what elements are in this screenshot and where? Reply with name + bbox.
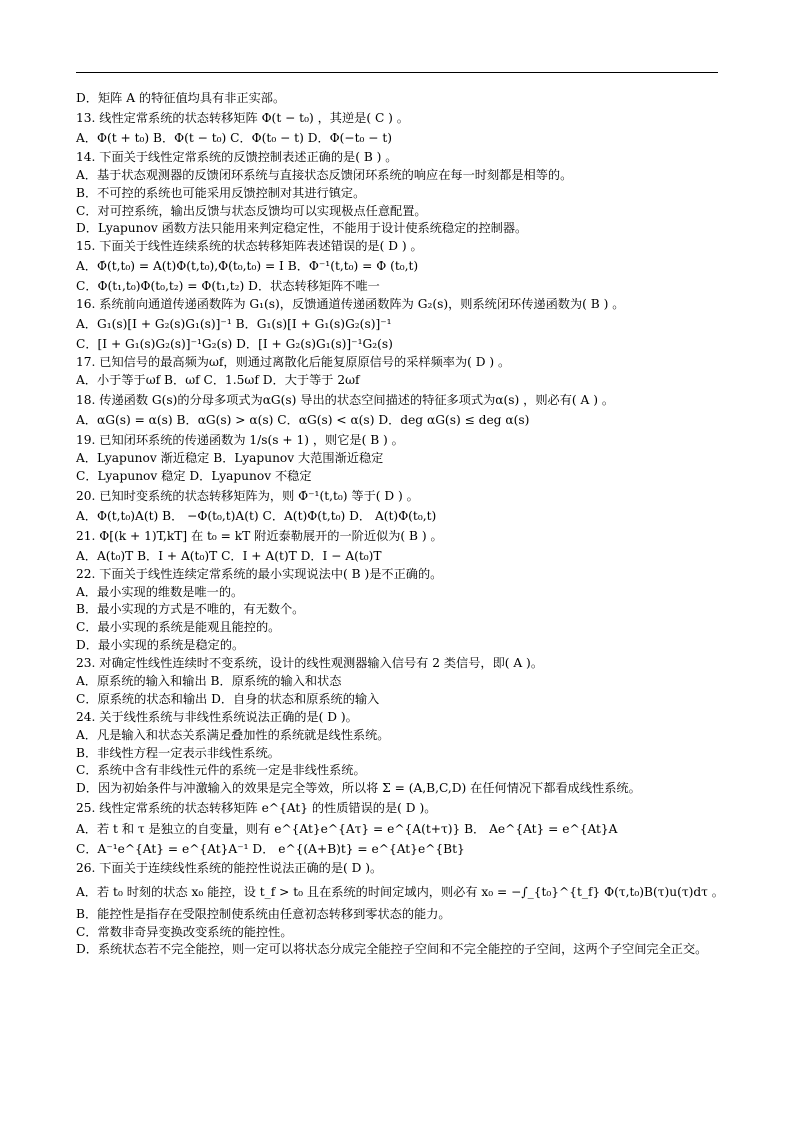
text-line: D．矩阵 A 的特征值均具有非正实部。 xyxy=(76,91,286,105)
question-22-option-a: A．最小实现的维数是唯一的。 xyxy=(76,584,244,599)
question-26-option-a: A．若 t₀ 时刻的状态 x₀ 能控，设 t_f > t₀ 且在系统的时间定域内，则必有 x₀ = −∫_{t₀}^{t_f} Φ(τ,t₀)B(τ)u(τ)dτ 。 xyxy=(76,884,724,899)
question-14: 14. 下面关于线性定常系统的反馈控制表述正确的是( B ) 。 xyxy=(76,149,398,164)
question-20-options: A．Φ(t,t₀)A(t) B． −Φ(t₀,t)A(t) C．A(t)Φ(t,t₀) D． A(t)Φ(t₀,t) xyxy=(76,508,437,523)
question-18: 18. 传递函数 G(s)的分母多项式为αG(s) 导出的状态空间描述的特征多项式为α(s) ，则必有( A ) 。 xyxy=(76,392,615,407)
question-24-option-d: D．因为初始条件与冲激输入的效果是完全等效，所以将 Σ = (A,B,C,D) 在任何情况下都看成线性系统。 xyxy=(76,781,641,796)
question-21-options: A．A(t₀)T B．I + A(t₀)T C．I + A(t)T D．I − A(t₀)T xyxy=(76,548,382,563)
question-25-options-ab: A．若 t 和 τ 是独立的自变量，则有 e^{At}e^{Aτ} = e^{A(t+τ)} B． Ae^{At} = e^{At}A xyxy=(76,821,618,836)
question-24-option-c: C．系统中含有非线性元件的系统一定是非线性系统。 xyxy=(76,763,366,778)
question-15: 15. 下面关于线性连续系统的状态转移矩阵表述错误的是( D ) 。 xyxy=(76,239,423,254)
exam-content xyxy=(76,90,724,959)
question-14-option-a: A．基于状态观测器的反馈闭环系统与直接状态反馈闭环系统的响应在每一时刻都是相等的。 xyxy=(76,167,573,182)
question-24-option-a: A．凡是输入和状态关系满足叠加性的系统就是线性系统。 xyxy=(76,727,390,742)
question-25: 25. 线性定常系统的状态转移矩阵 e^{At} 的性质错误的是( D )。 xyxy=(76,801,437,816)
question-26: 26. 下面关于连续线性系统的能控性说法正确的是( D )。 xyxy=(76,860,383,875)
question-17-options: A．小于等于ωf B．ωf C．1.5ωf D．大于等于 2ωf xyxy=(76,373,360,388)
question-15-options-ab: A．Φ̇(t,t₀) = A(t)Φ(t,t₀),Φ(t₀,t₀) = I B．Φ⁻¹(t,t₀) = Φ (t₀,t) xyxy=(76,259,419,274)
question-19-options-cd: C．Lyapunov 稳定 D．Lyapunov 不稳定 xyxy=(76,468,312,483)
question-16-options-cd: C．[I + G₁(s)G₂(s)]⁻¹G₂(s) D．[I + G₂(s)G₁(s)]⁻¹G₂(s) xyxy=(76,337,393,352)
question-24-option-b: B．非线性方程一定表示非线性系统。 xyxy=(76,745,280,760)
question-22: 22. 下面关于线性连续定常系统的最小实现说法中( B )是不正确的。 xyxy=(76,566,443,581)
question-23: 23. 对确定性线性连续时不变系统，设计的线性观测器输入信号有 2 类信号，即( A )。 xyxy=(76,656,544,671)
question-25-options-cd: C．A⁻¹e^{At} = e^{At}A⁻¹ D． e^{(A+B)t} = e^{At}e^{Bt} xyxy=(76,842,465,857)
question-20: 20. 已知时变系统的状态转移矩阵为，则 Φ̇⁻¹(t,t₀) 等于( D ) 。 xyxy=(76,488,419,503)
header-rule xyxy=(76,72,718,73)
question-21: 21. Φ[(k + 1)T,kT] 在 t₀ = kT 附近泰勒展开的一阶近似为( B ) 。 xyxy=(76,528,443,543)
question-23-options-cd: C．原系统的状态和输出 D．自身的状态和原系统的输入 xyxy=(76,691,380,706)
question-19: 19. 已知闭环系统的传递函数为 1/s(s + 1) ，则它是( B ) 。 xyxy=(76,432,404,447)
question-19-options-ab: A．Lyapunov 渐近稳定 B．Lyapunov 大范围渐近稳定 xyxy=(76,450,384,465)
question-22-option-c: C．最小实现的系统是能观且能控的。 xyxy=(76,620,281,635)
question-16: 16. 系统前向通道传递函数阵为 G₁(s)，反馈通道传递函数阵为 G₂(s)，则系统闭环传递函数为( B ) 。 xyxy=(76,297,625,312)
question-26-option-c: C．常数非奇异变换改变系统的能控性。 xyxy=(76,924,293,939)
question-18-options: A．αG(s) = α(s) B．αG(s) > α(s) C．αG(s) < α(s) D．deg αG(s) ≤ deg α(s) xyxy=(76,412,530,427)
question-14-option-b: B．不可控的系统也可能采用反馈控制对其进行镇定。 xyxy=(76,185,366,200)
question-16-options-ab: A．G₁(s)[I + G₂(s)G₁(s)]⁻¹ B．G₁(s)[I + G₁(s)G₂(s)]⁻¹ xyxy=(76,317,392,332)
question-14-option-d: D．Lyapunov 函数方法只能用来判定稳定性，不能用于设计使系统稳定的控制器。 xyxy=(76,221,528,236)
question-23-options-ab: A．原系统的输入和输出 B．原系统的输入和状态 xyxy=(76,674,342,689)
question-14-option-c: C．对可控系统，输出反馈与状态反馈均可以实现极点任意配置。 xyxy=(76,203,427,218)
question-15-options-cd: C．Φ(t₁,t₀)Φ(t₀,t₂) = Φ(t₁,t₂) D．状态转移矩阵不唯一 xyxy=(76,279,380,294)
question-22-option-b: B．最小实现的方式是不唯的，有无数个。 xyxy=(76,602,305,617)
question-17: 17. 已知信号的最高频为ωf，则通过离散化后能复原原信号的采样频率为( D ) 。 xyxy=(76,355,511,370)
question-26-option-d: D．系统状态若不完全能控，则一定可以将状态分成完全能控子空间和不完全能控的子空间，这两个子空间完全正交。 xyxy=(76,942,708,957)
question-13-options: A．Φ(t + t₀) B．Φ(t − t₀) C．Φ(t₀ − t) D．Φ(−t₀ − t) xyxy=(76,131,393,146)
question-22-option-d: D．最小实现的系统是稳定的。 xyxy=(76,638,245,653)
question-26-option-b: B．能控性是指存在受限控制使系统由任意初态转移到零状态的能力。 xyxy=(76,906,451,921)
question-24: 24. 关于线性系统与非线性系统说法正确的是( D )。 xyxy=(76,709,358,724)
question-13: 13. 线性定常系统的状态转移矩阵 Φ(t − t₀) ，其逆是( C ) 。 xyxy=(76,110,409,125)
